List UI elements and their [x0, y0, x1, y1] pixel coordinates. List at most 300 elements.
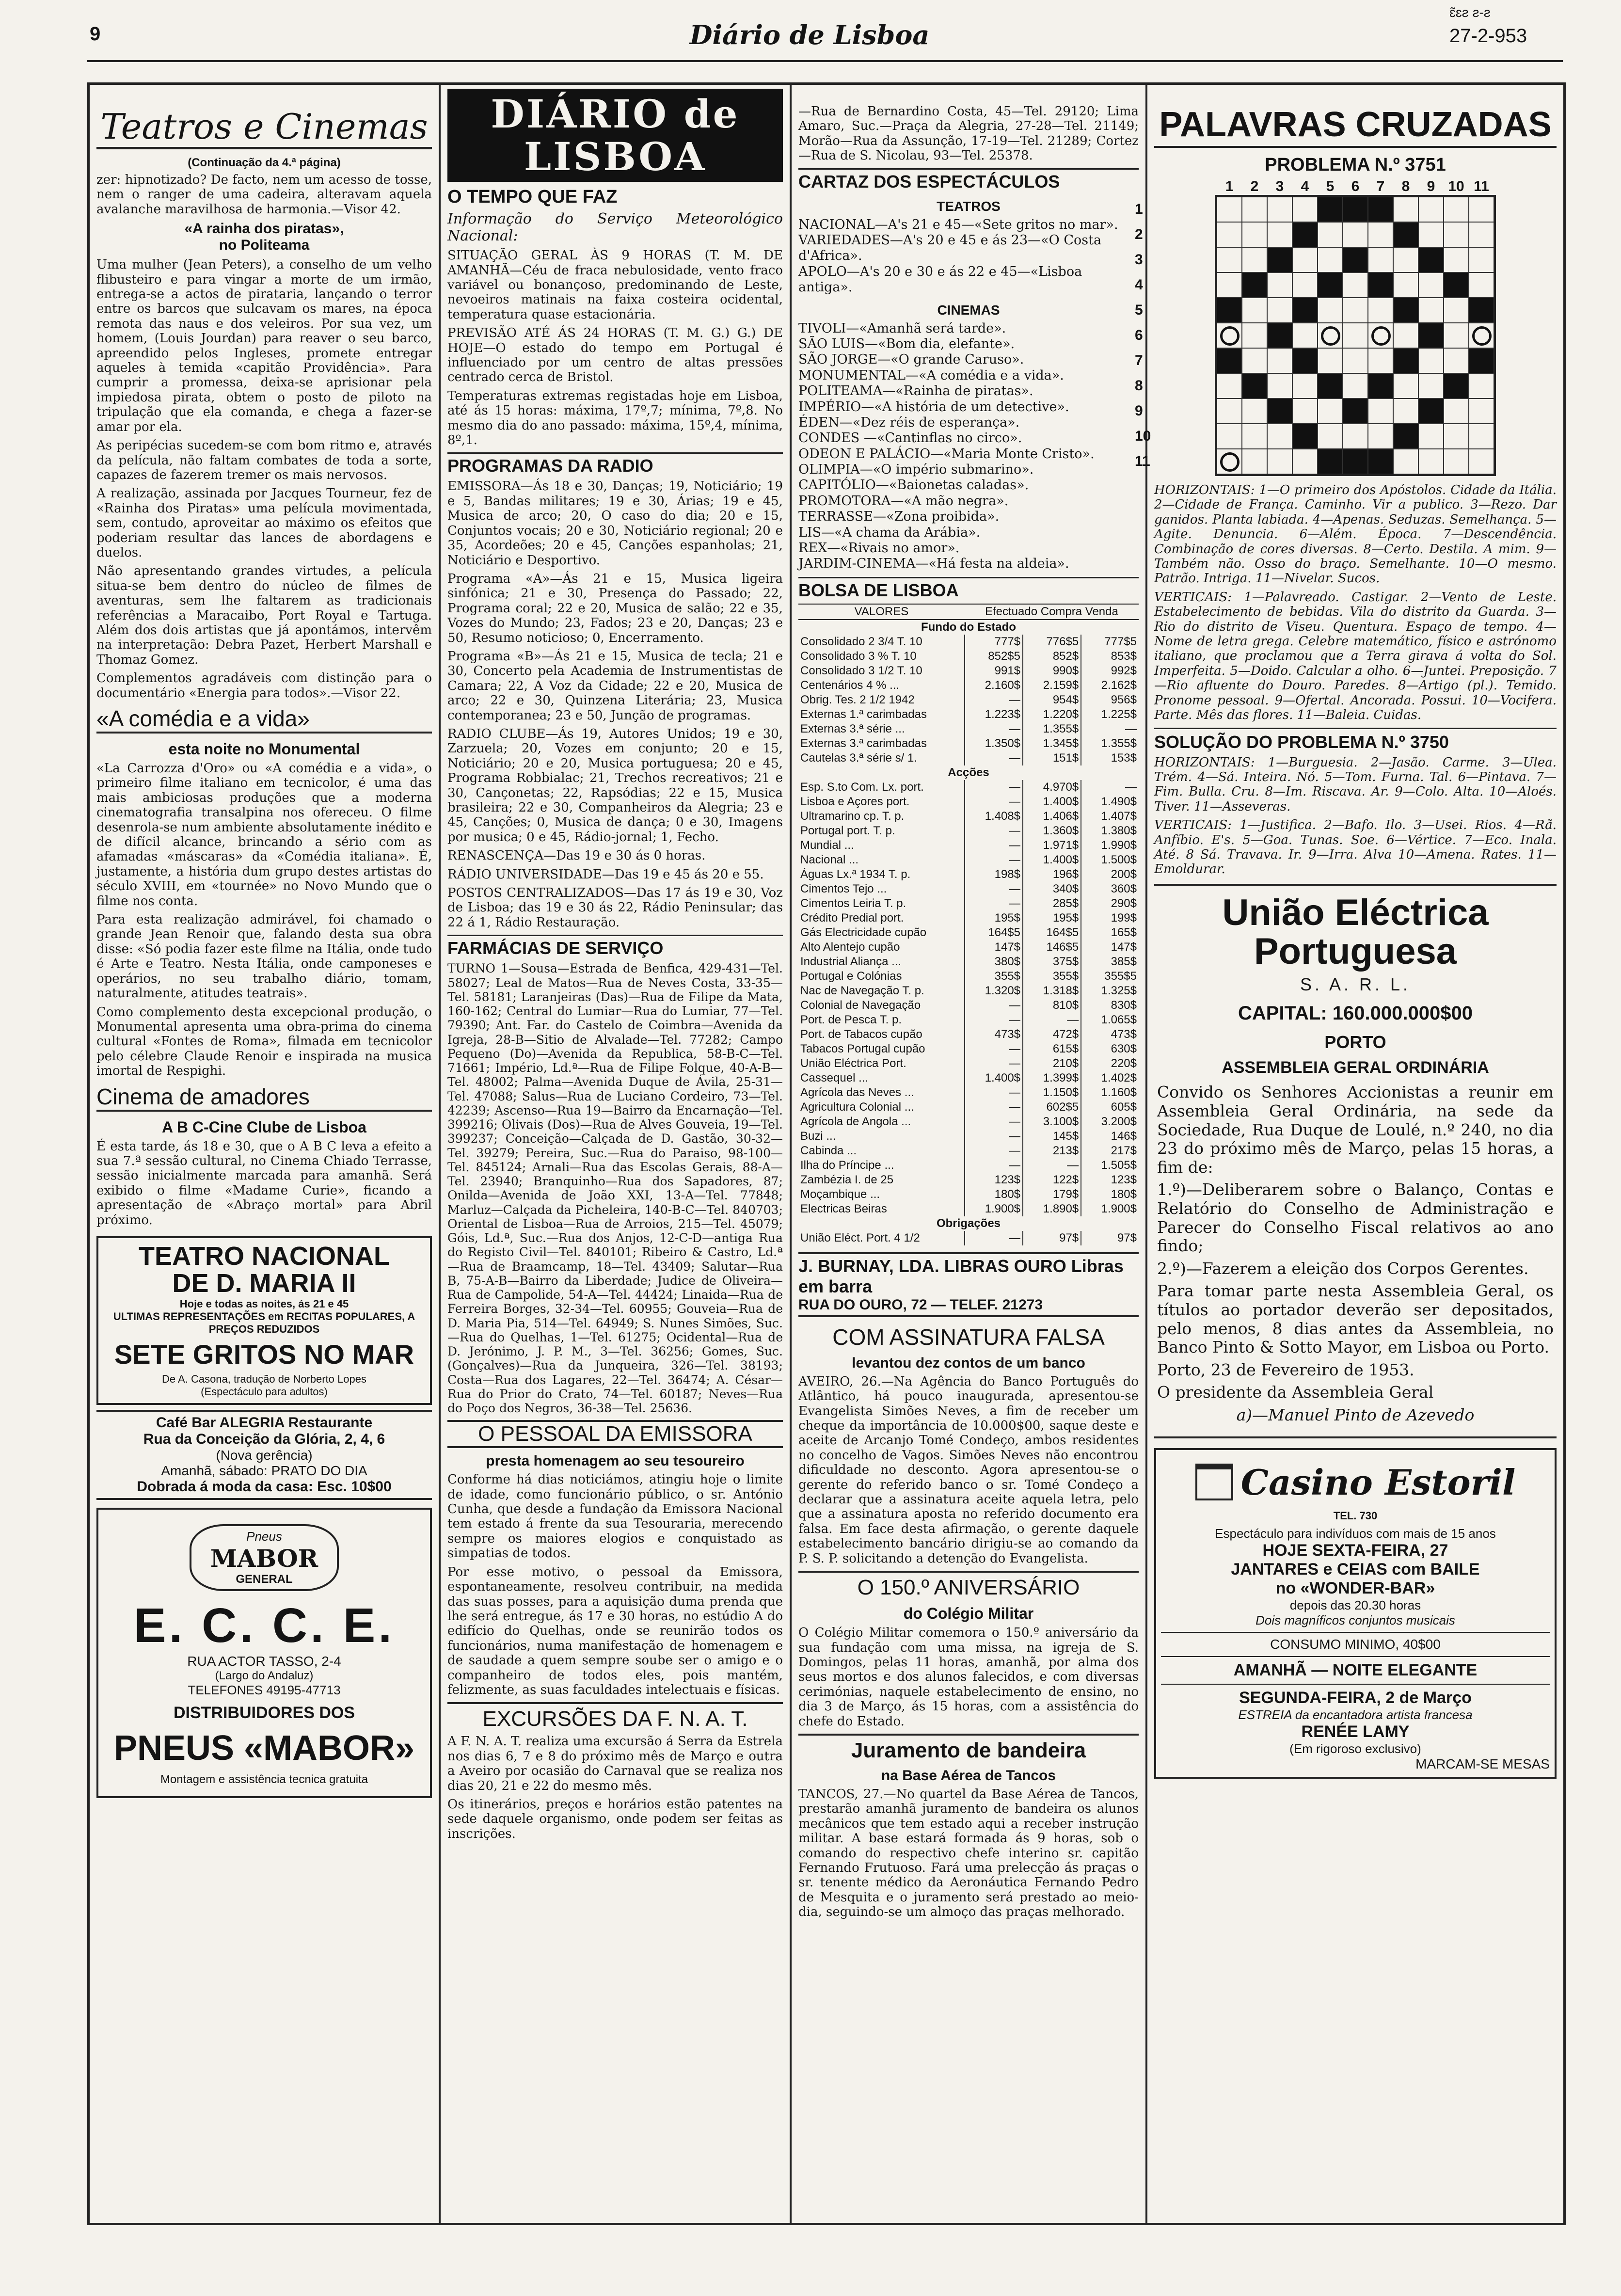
- ad-line: RUA ACTOR TASSO, 2-4: [187, 1654, 341, 1669]
- bolsa-table: [798, 604, 1139, 1245]
- bolsa-price: 1.355$: [1081, 736, 1139, 751]
- crossword-cell[interactable]: [1217, 197, 1242, 222]
- bolsa-section-title: Obrigações: [936, 1216, 1001, 1230]
- headline-excursoes: EXCURSÕES DA F. N. A. T.: [447, 1702, 783, 1731]
- crossword-black-cell: [1242, 272, 1267, 298]
- bolsa-price: —: [965, 1056, 1023, 1071]
- cinema-listing: REX—«Rivais no amor».: [798, 541, 960, 556]
- crossword-cell[interactable]: [1242, 399, 1267, 424]
- crossword-cell[interactable]: [1444, 298, 1469, 323]
- table-row: [798, 838, 1139, 853]
- crossword-cell[interactable]: [1242, 424, 1267, 449]
- bolsa-security: Cabinda ...: [800, 1144, 857, 1157]
- paragraph: Para tomar parte nesta Assembleia Geral, os títulos ao portador deverão ser depositados, pelo menos, 8 dias antes da Assembleia, no Banco Pinto & Sotto Mayor, em Lisboa ou Porto.: [1157, 1281, 1554, 1357]
- ad-line: HOJE SEXTA-FEIRA, 27: [1262, 1541, 1448, 1560]
- bolsa-price: —: [1023, 1013, 1081, 1027]
- paragraph: Por esse motivo, o pessoal da Emissora, espontaneamente, resolveu contribuir, na medida das suas posses, para a aquisição duma prenda que lhe será entregue, ás 17 e 30 horas, no estúdio A do edifício do Quelhas, onde se reunirão todos os funcionários, numa manifestação de homenagem e de saudade a quem sempre soube ser o amigo e o companheiro de todos eles, pois mantém, felizmente, as suas faculdades intelectuais e físicas.: [447, 1564, 783, 1697]
- column-1: [90, 85, 439, 2223]
- crossword-column-number: 3: [1275, 178, 1284, 194]
- crossword-column-number: 4: [1301, 178, 1309, 194]
- bolsa-security: Consolidado 3 % T. 10: [800, 649, 917, 663]
- bolsa-security: Zambézia I. de 25: [800, 1173, 894, 1186]
- crossword-black-cell: [1318, 197, 1343, 222]
- crossword-cell[interactable]: [1267, 197, 1292, 222]
- crossword-cell[interactable]: [1469, 424, 1494, 449]
- crossword-cell[interactable]: [1217, 272, 1242, 298]
- bolsa-price: 1.971$: [1023, 838, 1081, 853]
- crossword-cell[interactable]: [1292, 272, 1318, 298]
- crossword-cell[interactable]: [1267, 449, 1292, 474]
- paragraph: Porto, 23 de Fevereiro de 1953.: [1157, 1360, 1414, 1379]
- crossword-cell[interactable]: [1318, 298, 1343, 323]
- crossword-title: PALAVRAS CRUZADAS: [1154, 85, 1557, 148]
- crossword-black-cell: [1368, 373, 1393, 399]
- bolsa-price: 380$: [965, 955, 1023, 969]
- headline-cartaz: CARTAZ DOS ESPECTÁCULOS: [798, 168, 1139, 192]
- ad-line: no «WONDER-BAR»: [1275, 1578, 1435, 1597]
- crossword-cell[interactable]: [1217, 222, 1242, 247]
- ad-line: RUA DO OURO, 72 — TELEF. 21273: [798, 1296, 1043, 1313]
- bolsa-price: 210$: [1023, 1056, 1081, 1071]
- bolsa-header-prices: Efectuado Compra Venda: [985, 605, 1118, 618]
- bolsa-price: 355$5: [1081, 969, 1139, 984]
- casino-tel: TEL. 730: [1333, 1509, 1378, 1522]
- ad-line: E. C. C. E.: [133, 1598, 395, 1653]
- paragraph: 1.º)—Deliberarem sobre o Balanço, Contas e Relatório do Conselho de Administração e Parecer do Conselho Fiscal relativos ao ano findo;: [1157, 1180, 1554, 1256]
- mabor-logo-text: MABOR: [210, 1544, 318, 1573]
- crossword-cell[interactable]: [1444, 197, 1469, 222]
- paragraph: AVEIRO, 26.—Na Agência do Banco Português do Atlântico, há pouco inaugurada, apresentou-se Evangelista Simões Neves, a fim de receber um cheque da importância de 10.000$00, saque deste e aceite de Arcanjo Tomé Condeço, ambos residentes no concelho de Vagos. Simões Neves não encontrou dificuldade no desconto. Agora apresentou-se o gerente do referido banco o sr. Tomé Condeço a declarar que a assinatura aceite aquela letra, pelo que a assinatura aposta no referido documento era falsa. Em face desta afirmação, o gerente daquele estabelecimento bancário dirigiu-se ao comando da P. S. P. solicitando a detenção do Evangelista.: [798, 1374, 1139, 1566]
- bolsa-price: 830$: [1081, 998, 1139, 1013]
- crossword-cell[interactable]: [1368, 399, 1393, 424]
- bolsa-price: 776$5: [1023, 635, 1081, 649]
- headline-radio: PROGRAMAS DA RADIO: [447, 452, 783, 476]
- paragraph: TURNO 1—Sousa—Estrada de Benfica, 429-431—Tel. 58027; Leal de Matos—Rua de Neves Costa, 33-35—Tel. 58181; Laranjeiras (Das)—Rua de Filipe da Mata, 160-162; Central do Lumiar—Rua do Lumiar, 77—Tel. 79390; Ant. Far. do Castelo de Coimbra—Avenida da Igreja, 28-B—Sitio de Alvalade—Tel. 77282; Campo Pequeno (Do)—Avenida da Republica, 58-B-C—Tel. 71661; Império, Ld.ª—Rua de Filipe Folque, 40-A-B—Tel. 48002; Palma—Avenida Duque de Ávila, 25-31—Tel. 47088; Salus—Rua de Luciano Cordeiro, 73—Tel. 42239; Ascenso—Rua 19—Bairro da Encarnação—Tel. 399216; Olivais (Dos)—Rua de Alves Gouveia, 19—Tel. 399237; Conceição—Calçada de D. Gastão, 30-32—Tel. 39279; Pereira, Suc.—Rua do Paraiso, 98-100—Tel. 845124; Arnali—Rua das Escolas Gerais, 88-A—Tel. 23940; Branquinho—Rua dos Sapadores, 87; Onilda—Avenida de João XXI, 13-A—Tel. 77848; Marluz—Calçada da Picheleira, 140-B-C—Tel. 840703; Oriental de Lisboa—Rua de Arroios, 215—Tel. 45079; Góis, Ld.ª, Suc.—Rua dos Anjos, 12-C-D—antiga Rua do Registo Civil—Tel. 840101; Ribeiro & Castro, Ld.ª—Rua de Braamcamp, 18—Tel. 43409; Salutar—Rua B, 75-A-B—Bairro da Liberdade; Judice de Oliveira—Rua de Campolide, 54-A—Tel. 44424; Linaida—Rua de Ferreira Borges, 32-34—Tel. 60955; Gouveia—Rua de D. Maria Pia, 514—Tel. 64949; S. Nunes Simões, Suc.—Rua do Quelhas, 1—Tel. 61275; Ocidental—Rua de D. Jerónimo, J. P. M., 3—Tel. 36256; Gomes, Suc. (Gonçalves)—Rua da Junqueira, 326—Tel. 38193; Costa—Rua dos Lagares, 22—Tel. 36474; A. César—Rua do Prior do Crato, 74—Tel. 60187; Neves—Rua do Poço dos Negros, 36-38—Tel. 25636.: [447, 961, 783, 1415]
- header-masthead: Diário de Lisboa: [689, 19, 930, 50]
- table-row: [798, 925, 1139, 940]
- ad-line: Espectáculo para indivíduos com mais de 15 anos: [1215, 1526, 1496, 1541]
- bolsa-security: Externas 1.ª carimbadas: [800, 707, 927, 721]
- table-row: [798, 940, 1139, 955]
- bolsa-price: 992$: [1081, 664, 1139, 678]
- crossword-column-number: 5: [1326, 178, 1335, 194]
- crossword-grid[interactable]: [1215, 195, 1496, 476]
- headline-tempo: O TEMPO QUE FAZ: [447, 187, 618, 207]
- crossword-cell[interactable]: [1292, 449, 1318, 474]
- bolsa-price: 473$: [965, 1027, 1023, 1042]
- crossword-cell[interactable]: [1393, 449, 1418, 474]
- bolsa-security: Cassequel ...: [800, 1071, 869, 1084]
- crossword-cell[interactable]: [1343, 298, 1368, 323]
- bolsa-security: Port. de Pesca T. p.: [800, 1013, 902, 1026]
- crossword-cell[interactable]: [1292, 323, 1318, 348]
- table-row: [798, 1100, 1139, 1115]
- crossword-cell[interactable]: [1292, 399, 1318, 424]
- crossword-black-cell: [1393, 298, 1418, 323]
- column-3: [792, 85, 1145, 2223]
- crossword-black-cell: [1469, 298, 1494, 323]
- cinema-listing: SÃO LUIS—«Bom dia, elefante».: [798, 336, 1015, 351]
- crossword-cell[interactable]: [1217, 449, 1242, 474]
- bolsa-price: —: [965, 1158, 1023, 1173]
- bolsa-price: 340$: [1023, 882, 1081, 896]
- crossword-row-number: 4: [1135, 277, 1143, 293]
- crossword-cell[interactable]: [1393, 272, 1418, 298]
- crossword-cell[interactable]: [1469, 449, 1494, 474]
- crossword-cell[interactable]: [1267, 222, 1292, 247]
- crossword-cell[interactable]: [1469, 197, 1494, 222]
- paragraph: RADIO CLUBE—Ás 19, Autores Unidos; 19 e 30, Zarzuela; 20, Vozes em conjunto; 20 e 15, Noticiário; 20 e 20, Musica portuguesa; 20 e 45, Programa Robbialac; 21, Trechos recreativos; 21 e 30, Cançonetas; 22, Rapsódias; 22 e 15, Musica brasileira; 22 e 30, Companheiros da Alegria; 23 e 45, Canções; 0, Musica de dança; 0 e 30, Imagens por musica; 0 e 45, Rádio-jornal; 1, Fecho.: [447, 726, 783, 845]
- bolsa-price: 1.318$: [1023, 984, 1081, 998]
- paragraph: Os itinerários, preços e horários estão patentes na sede daquele organismo, onde podem ser feitas as inscrições.: [447, 1797, 783, 1841]
- bolsa-price: 777$5: [1081, 635, 1139, 649]
- ad-line: DISTRIBUIDORES DOS: [173, 1704, 355, 1722]
- crossword-cell[interactable]: [1469, 323, 1494, 348]
- crossword-cell[interactable]: [1292, 197, 1318, 222]
- crossword-cell[interactable]: [1292, 373, 1318, 399]
- crossword-cell[interactable]: [1469, 399, 1494, 424]
- crossword-cell[interactable]: [1217, 424, 1242, 449]
- bolsa-price: 1.065$: [1081, 1013, 1139, 1027]
- subhead: do Colégio Militar: [903, 1605, 1034, 1623]
- crossword-cell[interactable]: [1418, 449, 1444, 474]
- crossword-cell[interactable]: [1343, 272, 1368, 298]
- crossword-column-number: 2: [1250, 178, 1259, 194]
- bolsa-price: 852$: [1023, 649, 1081, 664]
- table-row: [798, 736, 1139, 751]
- cinema-listing: SÃO JORGE—«O grande Caruso».: [798, 352, 1024, 367]
- ad-line: AMANHÃ — NOITE ELEGANTE: [1233, 1660, 1478, 1679]
- paragraph: SITUAÇÃO GERAL ÀS 9 HORAS (T. M. DE AMANHÃ—Céu de fraca nebulosidade, vento fraco variável ou bonançoso, predominando de Leste, nevoeiros matinais na faixa costeira ocidental, temperatura quase estacionária.: [447, 248, 783, 322]
- ad-line: União Eléctrica: [1222, 892, 1489, 933]
- crossword-black-cell: [1267, 399, 1292, 424]
- bolsa-price: 153$: [1081, 751, 1139, 765]
- clues-horizontal: HORIZONTAIS: 1—O primeiro dos Apóstolos. Cidade da Itália. 2—Cidade de França. Caminho. Vir a publico. 3—Rezo. Dar ganidos. Planta labiada. 4—Apenas. Seduzas. Semelhança. 5—Agite. Denuncia. 6—Além. Época. 7—Descendência. Combinação de cores diversas. 8—Certo. Destila. A mim. 9—Também não. Osso do braço. Semelhante. 10—O mesmo. Patrão. Intriga. 11—Nivelar. Sucos.: [1154, 483, 1557, 586]
- crossword-cell[interactable]: [1267, 373, 1292, 399]
- bolsa-price: 385$: [1081, 955, 1139, 969]
- bolsa-price: 1.900$: [1081, 1202, 1139, 1216]
- bolsa-security: Lisboa e Açores port.: [800, 795, 910, 808]
- bolsa-price: 360$: [1081, 882, 1139, 896]
- crossword-black-cell: [1469, 348, 1494, 373]
- bolsa-price: 285$: [1023, 896, 1081, 911]
- crossword-cell[interactable]: [1318, 247, 1343, 272]
- paragraph: O Colégio Militar comemora o 150.º aniversário da sua fundação com uma missa, na igreja de S. Domingos, pelas 11 horas, amanhã, por alma dos seus mortos e dos alunos falecidos, e com diversas cerimónias, naquele estabelecimento de ensino, no dia 3 de Março, ás 15 horas, com a assistência do chefe do Estado.: [798, 1626, 1139, 1729]
- bolsa-security: Alto Alentejo cupão: [800, 940, 900, 954]
- crossword-black-cell: [1393, 424, 1418, 449]
- crossword-cell[interactable]: [1444, 348, 1469, 373]
- cinema-listing: LIS—«A chama da Arábia».: [798, 525, 981, 540]
- bolsa-price: 810$: [1023, 998, 1081, 1013]
- paragraph: Para esta realização admirável, foi chamado o grande Jean Renoir que, falando desta sua obra disse: «Só podia fazer este filme na Itália, onde tudo é Arte e Teatro. Nesta Itália, onde camponeses e operários, no seu trabalho diário, tomam, naturalmente, atitudes teatrais».: [96, 912, 432, 1001]
- crossword-black-cell: [1368, 272, 1393, 298]
- crossword-row-number: 2: [1135, 226, 1143, 242]
- crossword-cell[interactable]: [1469, 247, 1494, 272]
- table-row: [798, 1231, 1139, 1245]
- crossword-cell[interactable]: [1242, 323, 1267, 348]
- table-row: [798, 824, 1139, 838]
- bolsa-price: 97$: [1081, 1231, 1139, 1245]
- paragraph: RENASCENÇA—Das 19 e 30 ás 0 horas.: [447, 848, 706, 863]
- crossword-cell[interactable]: [1368, 348, 1393, 373]
- bolsa-price: 602$5: [1023, 1100, 1081, 1115]
- bolsa-price: 1.380$: [1081, 824, 1139, 838]
- crossword-cell[interactable]: [1267, 424, 1292, 449]
- bolsa-security: Tabacos Portugal cupão: [800, 1042, 925, 1055]
- table-row: [798, 1085, 1139, 1100]
- bolsa-price: —: [965, 838, 1023, 853]
- bolsa-security: Portugal port. T. p.: [800, 824, 895, 837]
- headline-farmacias: FARMÁCIAS DE SERVIÇO: [447, 935, 783, 958]
- crossword-cell[interactable]: [1393, 323, 1418, 348]
- crossword-cell[interactable]: [1469, 373, 1494, 399]
- crossword-cell[interactable]: [1217, 247, 1242, 272]
- cinema-listing: JARDIM-CINEMA—«Há festa na aldeia».: [798, 556, 1069, 572]
- bolsa-price: —: [965, 1115, 1023, 1129]
- crossword-cell[interactable]: [1242, 449, 1267, 474]
- table-row: [798, 1071, 1139, 1085]
- bolsa-price: 220$: [1081, 1056, 1139, 1071]
- crossword-cell[interactable]: [1393, 197, 1418, 222]
- mabor-logo-sub: GENERAL: [236, 1573, 293, 1586]
- bolsa-price: 180$: [965, 1187, 1023, 1202]
- crossword-cell[interactable]: [1343, 222, 1368, 247]
- bolsa-price: 615$: [1023, 1042, 1081, 1056]
- theatre-listing: VARIEDADES—A's 20 e 45 e ás 23—«O Costa d'Africa».: [798, 233, 1102, 264]
- ad-line: Café Bar ALEGRIA Restaurante: [156, 1415, 373, 1431]
- bolsa-price: 196$: [1023, 867, 1081, 882]
- crossword-cell[interactable]: [1242, 222, 1267, 247]
- crossword-cell[interactable]: [1418, 222, 1444, 247]
- crossword-cell[interactable]: [1267, 298, 1292, 323]
- bolsa-price: 991$: [965, 664, 1023, 678]
- crossword-cell[interactable]: [1469, 222, 1494, 247]
- bolsa-security: Moçambique ...: [800, 1187, 880, 1201]
- bolsa-price: 355$: [965, 969, 1023, 984]
- crossword-cell[interactable]: [1318, 348, 1343, 373]
- bolsa-security: União Eléct. Port. 4 1/2: [800, 1231, 920, 1244]
- solution-title: SOLUÇÃO DO PROBLEMA N.º 3750: [1154, 728, 1557, 752]
- bolsa-price: 1.406$: [1023, 809, 1081, 824]
- bolsa-price: 1.399$: [1023, 1071, 1081, 1085]
- crossword-cell[interactable]: [1318, 424, 1343, 449]
- crossword-cell[interactable]: [1444, 247, 1469, 272]
- cinema-listing: MONUMENTAL—«A comédia e a vida».: [798, 367, 1064, 383]
- bolsa-price: 195$: [1023, 911, 1081, 925]
- crossword-cell[interactable]: [1418, 348, 1444, 373]
- solution-horizontal: HORIZONTAIS: 1—Burguesia. 2—Jasão. Carme. 3—Ulea. Trém. 4—Sá. Inteira. Nó. 5—Tom. Furna. Tal. 6—Pintava. 7—Fim. Bulla. Cru. 8—Im. Riscava. Ar. 9—Colo. Alta. 10—Aloés. Tiver. 11—Asseveras.: [1154, 755, 1557, 814]
- crossword-cell[interactable]: [1418, 298, 1444, 323]
- paragraph: «La Carrozza d'Oro» ou «A comédia e a vida», o primeiro filme italiano em tecnicolor, é uma das mais ambiciosas produções que a moderna cinematografia transalpina nos ofereceu. O filme desenrola-se num ambiente absolutamente inédito e de difícil alcance, brincando a sério com as afamadas «máscaras» da «Comédia italiana». É, justamente, a história dum grupo destes artistas do século XVIII, em «tournée» no Novo Mundo que o filme nos conta.: [96, 761, 432, 909]
- crossword-cell[interactable]: [1444, 399, 1469, 424]
- crossword-cell[interactable]: [1242, 298, 1267, 323]
- subhead: esta noite no Monumental: [168, 740, 360, 758]
- cinema-listing: POLITEAMA—«Rainha de piratas».: [798, 383, 1033, 399]
- crossword-column-number: 7: [1376, 178, 1385, 194]
- bolsa-price: —: [965, 824, 1023, 838]
- crossword-cell[interactable]: [1393, 373, 1418, 399]
- bolsa-price: 97$: [1023, 1231, 1081, 1245]
- crossword-cell[interactable]: [1368, 323, 1393, 348]
- bolsa-security: Crédito Predial port.: [800, 911, 904, 925]
- crossword-column-numbers: [1217, 178, 1494, 195]
- crossword-cell[interactable]: [1242, 197, 1267, 222]
- headline-comedia: «A comédia e a vida»: [96, 705, 432, 733]
- crossword-cell[interactable]: [1444, 424, 1469, 449]
- bolsa-security: Consolidado 3 1/2 T. 10: [800, 664, 922, 677]
- crossword-black-cell: [1292, 298, 1318, 323]
- bolsa-price: —: [965, 1085, 1023, 1100]
- bolsa-price: 852$5: [965, 649, 1023, 664]
- crossword-cell[interactable]: [1368, 222, 1393, 247]
- crossword-black-cell: [1368, 449, 1393, 474]
- bolsa-price: 198$: [965, 867, 1023, 882]
- crossword-row-number: 7: [1135, 352, 1143, 368]
- crossword-cell[interactable]: [1267, 348, 1292, 373]
- theatre-listing: APOLO—A's 20 e 30 e ás 22 e 45—«Lisboa antiga».: [798, 264, 1082, 295]
- paragraph: —Rua de Bernardino Costa, 45—Tel. 29120; Lima Amaro, Suc.—Praça da Alegria, 27-28—Tel. 21149; Morão—Rua da Assunção, 17-19—Tel. 21289; Cortez—Rua de S. Nicolau, 93—Tel. 25378.: [798, 104, 1139, 163]
- crossword-cell[interactable]: [1343, 373, 1368, 399]
- bolsa-price: 375$: [1023, 955, 1081, 969]
- ad-line: (Nova gerência): [216, 1448, 313, 1463]
- paragraph: EMISSORA—Ás 18 e 30, Danças; 19, Noticiário; 19 e 5, Bandas militares; 19 e 30, Árias; 19 e 45, Musica de arco; 20, O caso do dia; 20 e 15, Conjuntos vocais; 20 e 30, Noticiário regional; 20 e 35, Acordeões; 20 e 45, Canções espanholas; 21, Noticiário e Desportivo.: [447, 479, 783, 568]
- bolsa-price: 165$: [1081, 925, 1139, 940]
- cinema-listing: ÉDEN—«Dez réis de esperança».: [798, 415, 1020, 430]
- theatre-listing: NACIONAL—A's 21 e 45—«Sete gritos no mar».: [798, 217, 1118, 232]
- bolsa-price: 146$5: [1023, 940, 1081, 955]
- bolsa-price: 1.990$: [1081, 838, 1139, 853]
- crossword-cell[interactable]: [1444, 449, 1469, 474]
- crossword-cell[interactable]: [1368, 298, 1393, 323]
- crossword-cell[interactable]: [1217, 323, 1242, 348]
- crossword-cell[interactable]: [1267, 272, 1292, 298]
- ad-line: (Largo do Andaluz): [215, 1669, 314, 1683]
- table-row: [798, 780, 1139, 795]
- cinema-listing: TIVOLI—«Amanhã será tarde».: [798, 320, 1006, 336]
- paragraph: Temperaturas extremas registadas hoje em Lisboa, até ás 15 horas: máxima, 17º,7; mínima, 7º,8. No mesmo dia do ano passado: máxima, 15º,4, mínima, 8º,1.: [447, 388, 783, 448]
- subhead: presta homenagem ao seu tesoureiro: [486, 1453, 745, 1469]
- bolsa-price: —: [965, 1144, 1023, 1158]
- table-row: [798, 635, 1139, 649]
- bolsa-security: Electricas Beiras: [800, 1202, 887, 1215]
- ad-line: ESTREIA da encantadora artista francesa: [1238, 1707, 1473, 1722]
- crossword-black-cell: [1393, 348, 1418, 373]
- bolsa-price: —: [1023, 1158, 1081, 1173]
- bolsa-price: 147$: [965, 940, 1023, 955]
- crossword-cell[interactable]: [1418, 272, 1444, 298]
- ad-line: CAPITAL: 160.000.000$00: [1238, 1003, 1473, 1024]
- crossword-cell[interactable]: [1418, 424, 1444, 449]
- ad-line: Hoje e todas as noites, ás 21 e 45: [179, 1298, 349, 1310]
- crossword-cell[interactable]: [1444, 323, 1469, 348]
- bolsa-header-valores: VALORES: [854, 605, 909, 618]
- crossword-row-number: 1: [1135, 201, 1143, 217]
- bolsa-security: Centenários 4 % ...: [800, 678, 900, 692]
- bolsa-price: 630$: [1081, 1042, 1139, 1056]
- bolsa-security: Nac de Navegação T. p.: [800, 984, 924, 997]
- crossword-cell[interactable]: [1343, 323, 1368, 348]
- masthead-banner: DIÁRIO de LISBOA: [447, 89, 783, 182]
- table-row: [798, 882, 1139, 896]
- bolsa-price: 1.360$: [1023, 824, 1081, 838]
- crossword-black-cell: [1292, 348, 1318, 373]
- header-date: 27-2-953: [1449, 25, 1527, 47]
- crossword-cell[interactable]: [1444, 222, 1469, 247]
- crossword-column-number: 9: [1427, 178, 1435, 194]
- crossword-column-number: 1: [1225, 178, 1234, 194]
- paragraph: Não apresentando grandes virtudes, a película situa-se bem dentro do núcleo de filmes de aventuras, sem lhe faltarem as tradicionais referências a Maracaibo, Port Royal e Tartuga. Além dos dois artistas que já apontámos, intervêm na interpretação: Debra Pazet, Herbert Marshall e Thomaz Gomez.: [96, 564, 432, 667]
- crossword-black-cell: [1343, 449, 1368, 474]
- paragraph: A realização, assinada por Jacques Tourneur, fez de «Rainha dos Piratas» uma película movimentada, sem, contudo, aproveitar ao máximo os efeitos que poderiam resultar das lances de abordagens e duelos.: [96, 486, 432, 560]
- crossword-cell[interactable]: [1343, 424, 1368, 449]
- crossword-cell[interactable]: [1318, 222, 1343, 247]
- bolsa-price: 473$: [1081, 1027, 1139, 1042]
- bolsa-price: 290$: [1081, 896, 1139, 911]
- cinema-listing: CONDES —«Cantinflas no circo».: [798, 430, 1022, 446]
- crossword-cell[interactable]: [1368, 424, 1393, 449]
- bolsa-price: 123$: [965, 1173, 1023, 1187]
- continuation-note: (Continuação da 4.ª página): [188, 156, 341, 169]
- bolsa-price: 1.400$: [965, 1071, 1023, 1085]
- ad-burnay: [798, 1252, 1139, 1317]
- cinema-listing: TERRASSE—«Zona proibida».: [798, 509, 1000, 525]
- crossword-cell[interactable]: [1418, 197, 1444, 222]
- crossword-cell[interactable]: [1242, 348, 1267, 373]
- crossword-row-numbers: [1135, 195, 1154, 476]
- crossword-cell[interactable]: [1318, 399, 1343, 424]
- headline-aniversario: O 150.º ANIVERSÁRIO: [798, 1571, 1139, 1600]
- crossword-cell[interactable]: [1318, 323, 1343, 348]
- bolsa-price: —: [965, 998, 1023, 1013]
- crossword-cell[interactable]: [1393, 247, 1418, 272]
- theatre-list: [798, 217, 1139, 296]
- bolsa-security: Ultramarino cp. T. p.: [800, 809, 905, 823]
- crossword-cell[interactable]: [1292, 247, 1318, 272]
- bolsa-security: Mundial ...: [800, 838, 854, 852]
- bolsa-security: Portugal e Colónias: [800, 969, 902, 983]
- crossword-cell[interactable]: [1217, 373, 1242, 399]
- crossword-cell[interactable]: [1343, 348, 1368, 373]
- crossword-cell[interactable]: [1368, 247, 1393, 272]
- ad-uniao-electrica: [1154, 884, 1557, 1438]
- bolsa-section-title: Acções: [948, 765, 989, 779]
- column-2: [441, 85, 790, 2223]
- ad-line: SEGUNDA-FEIRA, 2 de Março: [1239, 1688, 1472, 1707]
- bolsa-security: Consolidado 2 3/4 T. 10: [800, 635, 922, 648]
- crossword-black-cell: [1242, 373, 1267, 399]
- ad-line: MARCAM-SE MESAS: [1415, 1756, 1550, 1771]
- ad-line: Dobrada á moda da casa: Esc. 10$00: [137, 1479, 392, 1495]
- crossword-cell[interactable]: [1418, 373, 1444, 399]
- ad-line: SETE GRITOS NO MAR: [114, 1339, 414, 1370]
- mabor-logo: [190, 1524, 339, 1591]
- crossword-cell[interactable]: [1242, 247, 1267, 272]
- crossword-cell[interactable]: [1469, 272, 1494, 298]
- bolsa-price: —: [965, 882, 1023, 896]
- crossword-black-cell: [1292, 424, 1318, 449]
- bolsa-price: 4.970$: [1023, 780, 1081, 795]
- bolsa-price: 123$: [1081, 1173, 1139, 1187]
- crossword-black-cell: [1217, 348, 1242, 373]
- headline-assinatura-falsa: COM ASSINATURA FALSA: [832, 1324, 1105, 1350]
- crossword-cell[interactable]: [1217, 399, 1242, 424]
- crossword-cell[interactable]: [1393, 399, 1418, 424]
- bolsa-price: 200$: [1081, 867, 1139, 882]
- bolsa-price: —: [965, 693, 1023, 707]
- mabor-logo-top: Pneus: [246, 1529, 282, 1544]
- table-row: [798, 707, 1139, 722]
- bolsa-price: 1.325$: [1081, 984, 1139, 998]
